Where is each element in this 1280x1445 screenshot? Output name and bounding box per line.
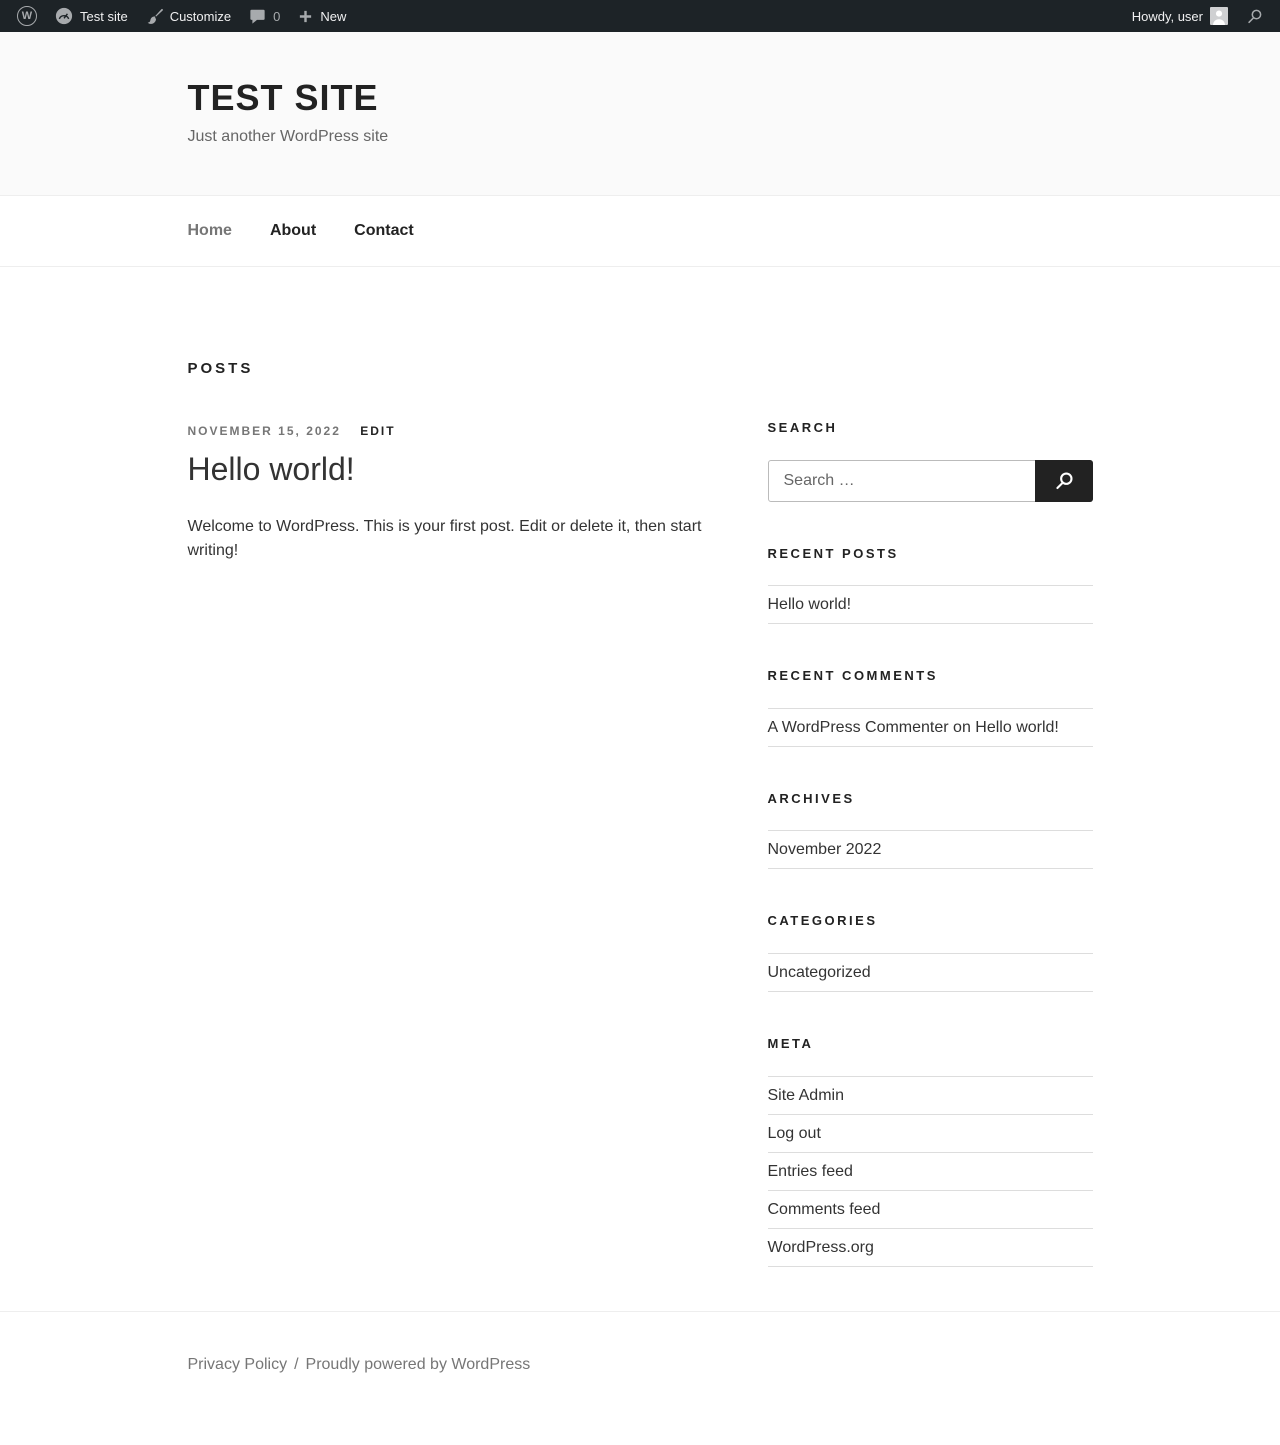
list-item [768,586,1093,624]
log-out-link[interactable]: Log out [767,1124,821,1142]
archives-widget [768,791,1093,870]
entries-feed-link[interactable]: Entries feed [767,1162,853,1180]
posts-column [188,360,721,563]
nav-item-contact[interactable]: Contact [354,222,414,239]
post-title [188,449,721,489]
list-item [768,709,1093,747]
list-item [768,831,1093,869]
list-item [768,1191,1093,1229]
customize-label: Customize [169,8,232,24]
categories-widget [768,913,1093,992]
nav-item-about[interactable]: About [269,222,317,239]
comment-on-text: on [948,718,976,736]
recent-comments-widget [768,668,1093,747]
comments-menu[interactable] [240,0,289,32]
howdy-label: Howdy, user [1131,8,1203,24]
post-title-link[interactable]: Hello world! [187,450,355,487]
wp-admin-bar [0,0,1280,32]
list-item [768,1077,1093,1115]
recent-posts-widget [768,546,1093,625]
sidebar [768,420,1093,1311]
admin-bar-left [8,0,355,32]
list-item [768,1115,1093,1153]
categories-title: CATEGORIES [767,913,878,929]
privacy-policy-link[interactable]: Privacy Policy [187,1355,288,1373]
dashboard-gauge-icon [55,7,73,25]
category-link[interactable]: Uncategorized [767,963,871,981]
archives-title: ARCHIVES [767,790,855,806]
commented-post-link[interactable]: Hello world! [975,718,1059,736]
list-item [768,1153,1093,1191]
recent-posts-title: RECENT POSTS [767,545,899,561]
entry-meta [188,424,721,440]
site-name-menu[interactable] [46,0,137,32]
comments-feed-link[interactable]: Comments feed [767,1200,881,1218]
site-name-label: Test site [80,8,128,24]
comment-bubble-icon [249,8,266,25]
footer-credits [188,1356,1093,1374]
edit-post-link[interactable]: EDIT [360,424,396,438]
list-item [768,1229,1093,1267]
page-title: POSTS [187,360,254,377]
meta-title: META [767,1035,814,1051]
search-icon [1053,470,1075,492]
site-header [0,32,1280,195]
customize-menu[interactable] [137,0,240,32]
site-footer [0,1311,1280,1410]
footer-separator: / [294,1355,299,1373]
post-content: Welcome to WordPress. This is your first post. Edit or delete it, then start writing! [187,517,702,559]
meta-widget [768,1036,1093,1267]
search-form [768,460,1093,502]
plus-icon [298,9,313,24]
recent-comments-title: RECENT COMMENTS [767,668,938,684]
comment-author-link[interactable]: A WordPress Commenter [767,718,949,736]
user-avatar [1210,7,1228,25]
nav-item-home[interactable]: Home [187,222,232,239]
paintbrush-icon [146,8,163,25]
site-tagline: Just another WordPress site [187,128,389,145]
archive-link[interactable]: November 2022 [767,841,882,859]
site-admin-link[interactable]: Site Admin [767,1086,844,1104]
search-widget-title: SEARCH [767,420,838,435]
powered-by-link[interactable]: Proudly powered by WordPress [305,1355,531,1373]
wordpress-org-link[interactable]: WordPress.org [767,1238,874,1256]
wordpress-logo-icon: W [17,6,37,26]
post-article [188,424,721,563]
site-content [0,267,1280,1311]
list-item [768,954,1093,992]
wp-logo-menu[interactable] [8,0,46,32]
post-date-link[interactable]: NOVEMBER 15, 2022 [187,424,341,438]
new-content-menu[interactable] [289,0,355,32]
search-widget [768,420,1093,502]
new-label: New [320,8,347,24]
comments-count: 0 [273,8,281,24]
main-navigation [0,195,1280,267]
search-icon [1246,8,1263,25]
site-title[interactable]: TEST SITE [187,77,379,118]
my-account-menu[interactable] [1123,0,1237,32]
search-submit-button[interactable] [1035,460,1093,502]
admin-bar-right [1123,0,1272,32]
recent-post-link[interactable]: Hello world! [767,596,852,614]
admin-search-button[interactable] [1237,0,1272,32]
